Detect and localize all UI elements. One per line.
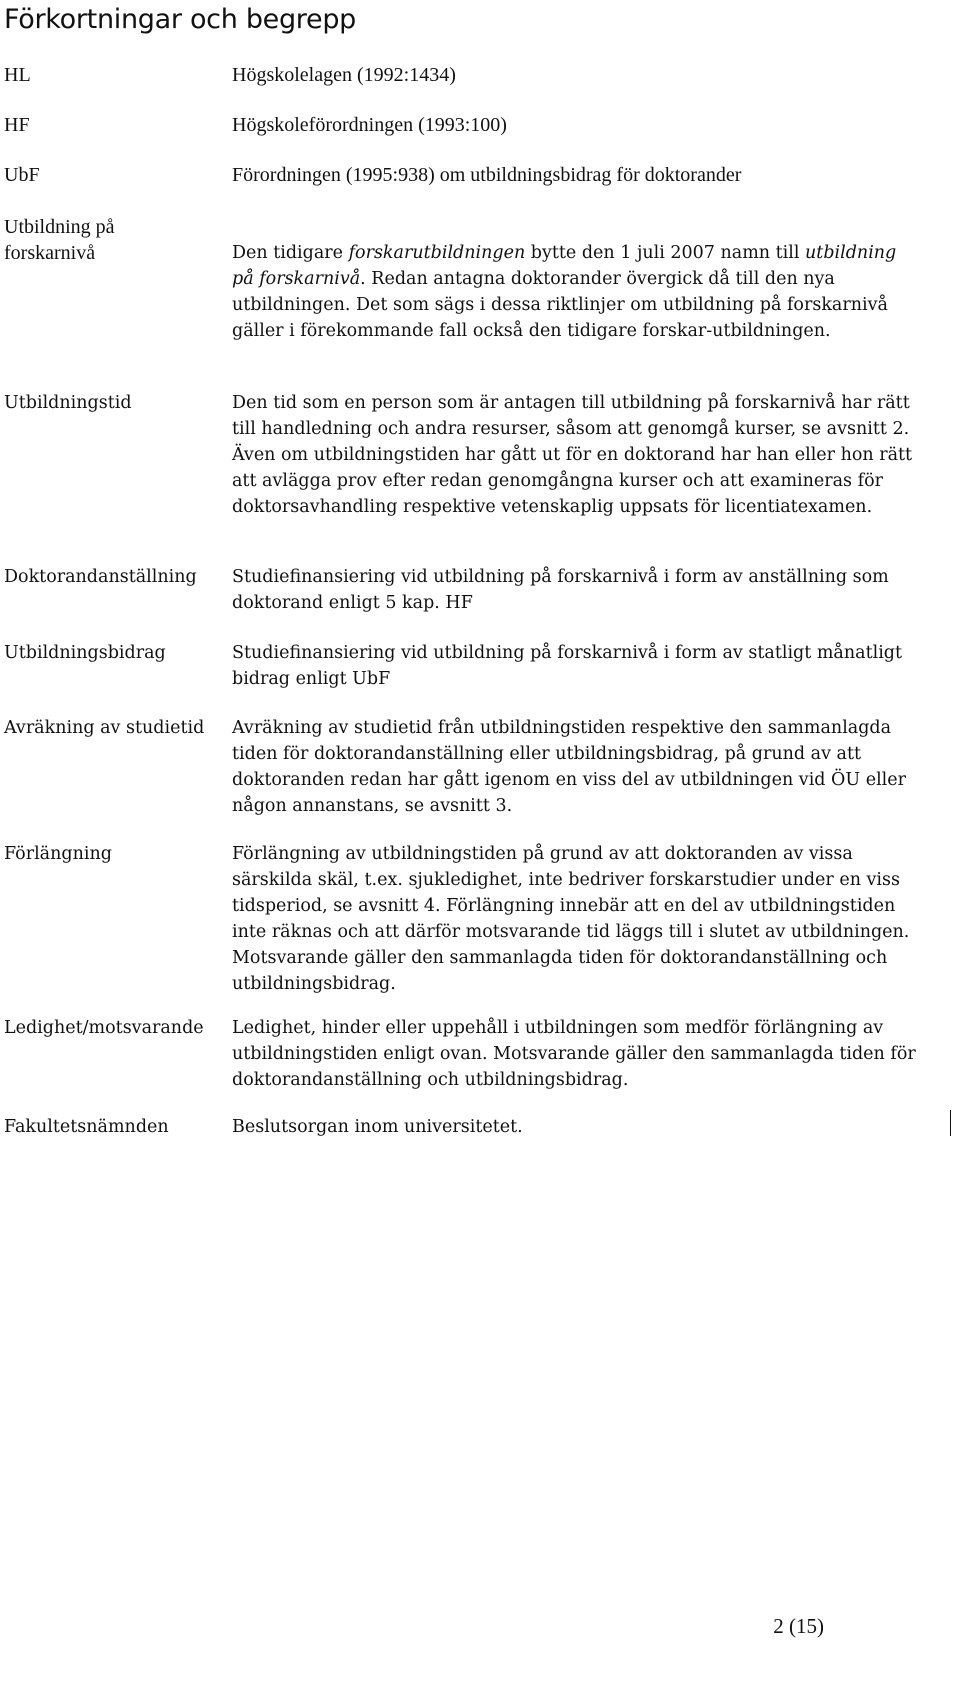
term-forlangning: Förlängning [4,844,112,864]
definition-emphasis: utbildning på forskarnivå [232,243,897,289]
page-number: 2 (15) [773,1614,824,1638]
definition-hl: Högskolelagen (1992:1434) [232,64,456,86]
definition-utbildning-pa-forskarniva [232,240,922,344]
term-utbildningsbidrag: Utbildningsbidrag [4,643,166,663]
definition-text: . Redan antagna doktorander övergick då till den nya utbildningen. Det som sägs i dessa riktlinjer om utbildning på forskarnivå gäller i förekommande fall också den tidigare forskar-utbildningen. [232,269,888,341]
definition-utbildningsbidrag: Studiefinansiering vid utbildning på forskarnivå i form av statligt månatligt bidrag enligt UbF [232,643,903,689]
term-fakultetsnamnden: Fakultetsnämnden [4,1117,169,1137]
revision-bar [950,1110,951,1136]
page-title: Förkortningar och begrepp [4,4,357,35]
term-utbildningstid: Utbildningstid [4,393,132,413]
definition-emphasis: forskarutbildningen [348,243,526,263]
definition-ledighet-motsvarande: Ledighet, hinder eller uppehåll i utbildningen som medför förlängning av utbildningstiden enligt ovan. Motsvarande gäller den sammanlagda tiden för doktorandanställning och utbildningsbidrag. [232,1018,916,1090]
definition-fakultetsnamnden: Beslutsorgan inom universitetet. [232,1117,523,1137]
definition-utbildningstid: Den tid som en person som är antagen till utbildning på forskarnivå har rätt till handledning och andra resurser, såsom att genomgå kurser, se avsnitt 2. Även om utbildningstiden har gått ut för en doktorand har han eller hon rätt att avlägga prov efter redan genomgångna kurser och att examineras för doktorsavhandling respektive vetenskaplig uppsats för licentiatexamen. [232,393,913,517]
definition-avrakning-av-studietid: Avräkning av studietid från utbildningstiden respektive den sammanlagda tiden för doktorandanställning eller utbildningsbidrag, på grund av att doktoranden redan har gått igenom en viss del av utbildningen vid ÖU eller någon annanstans, se avsnitt 3. [232,718,906,816]
definition-doktorandanstallning: Studiefinansiering vid utbildning på forskarnivå i form av anställning som doktorand enligt 5 kap. HF [232,567,889,613]
term-doktorandanstallning: Doktorandanställning [4,567,197,587]
term-avrakning-av-studietid: Avräkning av studietid [4,718,205,738]
term-utbildning-pa-forskarniva: Utbildning på forskarnivå [4,216,115,264]
term-hf: HF [4,114,30,136]
definition-hf: Högskoleförordningen (1993:100) [232,114,507,136]
definition-ubf: Förordningen (1995:938) om utbildningsbidrag för doktorander [232,164,742,186]
term-hl: HL [4,64,31,86]
definition-text: bytte den 1 juli 2007 namn till [525,243,806,263]
definition-forlangning: Förlängning av utbildningstiden på grund av att doktoranden av vissa särskilda skäl, t.ex. sjukledighet, inte bedriver forskarstudier under en viss tidsperiod, se avsnitt 4. Förlängning innebär att en del av utbildningstiden inte räknas och att därför motsvarande tid läggs till i slutet av utbildningen. Motsvarande gäller den sammanlagda tiden för doktorandanställning och utbildningsbidrag. [232,844,910,994]
term-ledighet-motsvarande: Ledighet/motsvarande [4,1018,204,1038]
definition-text: Den tidigare [232,243,349,263]
term-ubf: UbF [4,164,40,186]
